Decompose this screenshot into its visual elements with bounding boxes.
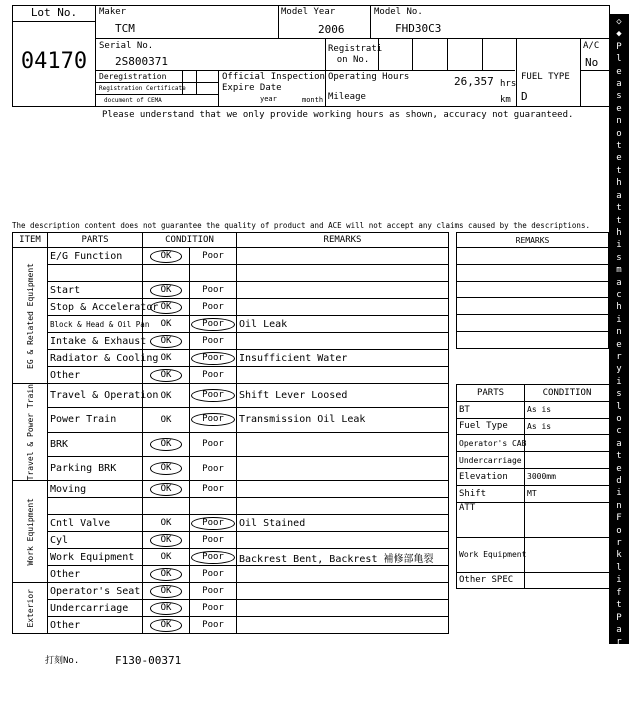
part-name: Work Equipment — [48, 549, 143, 566]
parts-panel-part: Other SPEC — [457, 572, 525, 589]
condition-row — [13, 248, 449, 265]
ok-cell — [143, 456, 190, 480]
remark — [237, 333, 449, 350]
parts-panel-condition — [525, 435, 610, 452]
serial-value: 2S800371 — [115, 55, 168, 68]
condition-row — [13, 299, 449, 316]
maker-label: Maker — [99, 7, 127, 17]
poor-cell — [190, 350, 237, 367]
poor-cell — [190, 498, 237, 515]
poor-mark: Poor — [191, 517, 235, 530]
item-group-label: Exterior — [25, 589, 35, 628]
poor-cell — [190, 299, 237, 316]
item-group-label: Work Equipment — [25, 498, 35, 566]
model-year-label: Model Year — [281, 7, 336, 17]
ok-mark: OK — [160, 319, 172, 329]
remark — [237, 583, 449, 600]
poor-mark: Poor — [202, 285, 224, 295]
part-name — [48, 265, 143, 282]
ok-cell — [143, 617, 190, 634]
ok-cell — [143, 549, 190, 566]
remark — [237, 566, 449, 583]
remark — [237, 367, 449, 384]
remark — [237, 248, 449, 265]
poor-mark: Poor — [191, 352, 235, 365]
ok-mark: OK — [150, 585, 183, 598]
poor-mark: Poor — [191, 551, 235, 564]
parts-panel-condition — [525, 537, 610, 572]
part-name: Block & Head & Oil Pan — [48, 316, 143, 333]
ok-mark: OK — [160, 518, 172, 529]
location-sidebar — [609, 14, 629, 722]
ac-value: No — [585, 56, 599, 69]
ok-cell — [143, 600, 190, 617]
item-group-cell — [13, 583, 48, 634]
parts-panel-row — [457, 452, 610, 469]
poor-cell — [190, 432, 237, 456]
ac-label: A/C — [583, 41, 600, 51]
poor-cell — [190, 600, 237, 617]
parts-panel — [456, 384, 610, 589]
poor-mark: Poor — [202, 302, 224, 312]
condition-row — [13, 282, 449, 299]
parts-panel-condition-header: CONDITION — [525, 385, 610, 402]
reg-cert-label: Registration Certificate — [99, 85, 186, 92]
parts-panel-condition — [525, 572, 610, 589]
part-name: Intake & Exhaust — [48, 333, 143, 350]
poor-cell — [190, 481, 237, 498]
condition-row — [13, 265, 449, 282]
poor-mark: Poor — [202, 336, 224, 346]
poor-cell — [190, 248, 237, 265]
part-name: BRK — [48, 432, 143, 456]
condition-row — [13, 456, 449, 480]
remark: Oil Stained — [237, 515, 449, 532]
part-name: Travel & Operation — [48, 384, 143, 408]
month-label: month — [302, 96, 324, 104]
part-name: Other — [48, 566, 143, 583]
remarks-header: REMARKS — [237, 233, 449, 248]
remark: Oil Leak — [237, 316, 449, 333]
ok-cell — [143, 498, 190, 515]
ok-cell — [143, 333, 190, 350]
condition-row — [13, 316, 449, 333]
ok-mark: OK — [160, 552, 172, 563]
condition-row — [13, 350, 449, 367]
item-header: ITEM — [13, 233, 48, 248]
ok-mark: OK — [160, 414, 172, 425]
parts-panel-row — [457, 502, 610, 537]
part-name: Other — [48, 617, 143, 634]
poor-cell — [190, 583, 237, 600]
serial-label: Serial No. — [99, 41, 154, 51]
poor-mark: Poor — [202, 620, 224, 631]
parts-panel-condition: As is — [525, 401, 610, 418]
remark — [237, 432, 449, 456]
registration-label: Registrati on No. — [328, 44, 383, 65]
condition-row — [13, 600, 449, 617]
ok-mark: OK — [150, 483, 183, 496]
poor-cell — [190, 566, 237, 583]
part-name: Stop & Accelerator — [48, 299, 143, 316]
ok-mark: OK — [150, 250, 183, 263]
condition-row — [13, 549, 449, 566]
remarks-panel-header: REMARKS — [457, 233, 609, 248]
part-name: Other — [48, 367, 143, 384]
ok-cell — [143, 282, 190, 299]
model-no-value: FHD30C3 — [395, 22, 442, 35]
ok-mark: OK — [150, 534, 183, 547]
remark: Insufficient Water — [237, 350, 449, 367]
poor-mark: Poor — [202, 484, 224, 495]
parts-panel-condition — [525, 502, 610, 537]
ok-mark: OK — [150, 619, 183, 632]
part-name: Cntl Valve — [48, 515, 143, 532]
ok-cell — [143, 432, 190, 456]
parts-panel-row — [457, 537, 610, 572]
parts-panel-row — [457, 418, 610, 435]
remark — [237, 617, 449, 634]
part-name: Radiator & Cooling — [48, 350, 143, 367]
ok-mark: OK — [150, 462, 183, 475]
stamp-label: 打刻No. — [45, 656, 80, 666]
condition-row — [13, 408, 449, 432]
parts-panel-part: Work Equipment — [457, 537, 525, 572]
inspection-label: Official Inspection Expire Date — [222, 72, 325, 93]
poor-mark: Poor — [202, 251, 224, 261]
remark — [237, 532, 449, 549]
poor-mark: Poor — [202, 370, 224, 380]
remark — [237, 498, 449, 515]
item-group-label: EG & Related Equipment — [25, 262, 35, 369]
remark: Backrest Bent, Backrest 補修部亀裂 — [237, 549, 449, 566]
remark — [237, 282, 449, 299]
poor-cell — [190, 549, 237, 566]
item-group-label: Travel & Power Train — [25, 384, 35, 481]
poor-cell — [190, 333, 237, 350]
poor-cell — [190, 316, 237, 333]
poor-mark: Poor — [202, 586, 224, 597]
poor-mark: Poor — [202, 603, 224, 614]
condition-row — [13, 566, 449, 583]
condition-row — [13, 498, 449, 515]
operating-hours-label: Operating Hours — [328, 72, 410, 82]
parts-panel-condition: As is — [525, 418, 610, 435]
parts-panel-part: Shift — [457, 485, 525, 502]
ok-cell — [143, 566, 190, 583]
ok-mark: OK — [160, 353, 172, 363]
ok-cell — [143, 299, 190, 316]
poor-cell — [190, 265, 237, 282]
condition-row — [13, 617, 449, 634]
poor-mark: Poor — [202, 535, 224, 546]
parts-panel-row — [457, 572, 610, 589]
condition-header: CONDITION — [143, 233, 237, 248]
parts-panel-part: Operator's CAB — [457, 435, 525, 452]
hrs-unit: hrs — [500, 79, 517, 89]
year-label: year — [260, 95, 277, 103]
ok-cell — [143, 481, 190, 498]
part-name: Undercarriage — [48, 600, 143, 617]
maker-value: TCM — [115, 22, 135, 35]
condition-row — [13, 583, 449, 600]
ok-cell — [143, 532, 190, 549]
parts-header: PARTS — [48, 233, 143, 248]
deregistration-label: Deregistration — [99, 72, 167, 81]
disclaimer: The description content does not guarantee the quality of product and ACE will not accept any claims caused by the descriptions. — [12, 221, 590, 230]
item-group-cell — [13, 248, 48, 384]
parts-panel-part: Undercarriage — [457, 452, 525, 469]
condition-table — [12, 232, 449, 634]
stamp-value: F130-00371 — [115, 654, 182, 667]
ok-cell — [143, 316, 190, 333]
part-name: Moving — [48, 481, 143, 498]
part-name: Start — [48, 282, 143, 299]
parts-panel-part: BT — [457, 401, 525, 418]
condition-row — [13, 333, 449, 350]
condition-row — [13, 367, 449, 384]
remark — [237, 481, 449, 498]
ok-mark: OK — [150, 335, 183, 348]
condition-row — [13, 384, 449, 408]
poor-cell — [190, 282, 237, 299]
item-group-cell — [13, 481, 48, 583]
parts-panel-condition: 3000mm — [525, 468, 610, 485]
part-name: Operator's Seat — [48, 583, 143, 600]
parts-panel-part: Elevation — [457, 468, 525, 485]
model-no-label: Model No. — [374, 7, 423, 17]
parts-panel-row — [457, 435, 610, 452]
lot-label: Lot No. — [30, 6, 78, 19]
remark — [237, 600, 449, 617]
remark — [237, 299, 449, 316]
part-name: Cyl — [48, 532, 143, 549]
ok-cell — [143, 583, 190, 600]
poor-cell — [190, 532, 237, 549]
fuel-type-value: D — [521, 90, 528, 103]
part-name: Parking BRK — [48, 456, 143, 480]
remark: Shift Lever Loosed — [237, 384, 449, 408]
ok-mark: OK — [150, 369, 183, 382]
ok-cell — [143, 265, 190, 282]
parts-panel-row — [457, 485, 610, 502]
ok-cell — [143, 515, 190, 532]
mileage-label: Mileage — [328, 92, 366, 102]
parts-panel-condition: MT — [525, 485, 610, 502]
remark: Transmission Oil Leak — [237, 408, 449, 432]
item-group-cell — [13, 384, 48, 481]
condition-row — [13, 515, 449, 532]
parts-panel-condition — [525, 452, 610, 469]
condition-row — [13, 532, 449, 549]
remark — [237, 265, 449, 282]
poor-cell — [190, 456, 237, 480]
condition-row — [13, 432, 449, 456]
parts-panel-part: ATT — [457, 502, 525, 537]
ok-mark: OK — [150, 301, 183, 314]
remarks-panel — [456, 232, 609, 349]
parts-panel-part: Fuel Type — [457, 418, 525, 435]
poor-mark: Poor — [202, 439, 224, 450]
poor-mark: Poor — [191, 413, 235, 426]
ok-cell — [143, 408, 190, 432]
part-name: E/G Function — [48, 248, 143, 265]
lot-number: 04170 — [20, 49, 88, 74]
ok-mark: OK — [150, 438, 183, 451]
ok-mark: OK — [160, 390, 172, 401]
hours-notice: Please understand that we only provide working hours as shown, accuracy not guaranteed. — [102, 110, 574, 120]
parts-panel-row — [457, 401, 610, 418]
poor-mark: Poor — [191, 318, 235, 331]
sidebar-text: ◇◆Please note that this machinery is located in Forklift Parking◆◇ — [616, 17, 628, 722]
cema-label: document of CEMA — [104, 97, 162, 104]
ok-mark: OK — [150, 284, 183, 297]
model-year-value: 2006 — [318, 23, 345, 36]
part-name — [48, 498, 143, 515]
ok-cell — [143, 248, 190, 265]
poor-cell — [190, 367, 237, 384]
operating-hours-value: 26,357 — [454, 75, 494, 88]
fuel-type-label: FUEL TYPE — [521, 72, 570, 82]
ok-cell — [143, 367, 190, 384]
km-unit: km — [500, 95, 511, 105]
ok-mark: OK — [150, 568, 183, 581]
remark — [237, 456, 449, 480]
poor-cell — [190, 515, 237, 532]
poor-cell — [190, 617, 237, 634]
parts-panel-parts-header: PARTS — [457, 385, 525, 402]
poor-cell — [190, 408, 237, 432]
condition-row — [13, 481, 449, 498]
parts-panel-row — [457, 468, 610, 485]
poor-cell — [190, 384, 237, 408]
poor-mark: Poor — [202, 569, 224, 580]
poor-mark: Poor — [202, 463, 224, 474]
ok-mark: OK — [150, 602, 183, 615]
poor-mark: Poor — [191, 389, 235, 402]
part-name: Power Train — [48, 408, 143, 432]
